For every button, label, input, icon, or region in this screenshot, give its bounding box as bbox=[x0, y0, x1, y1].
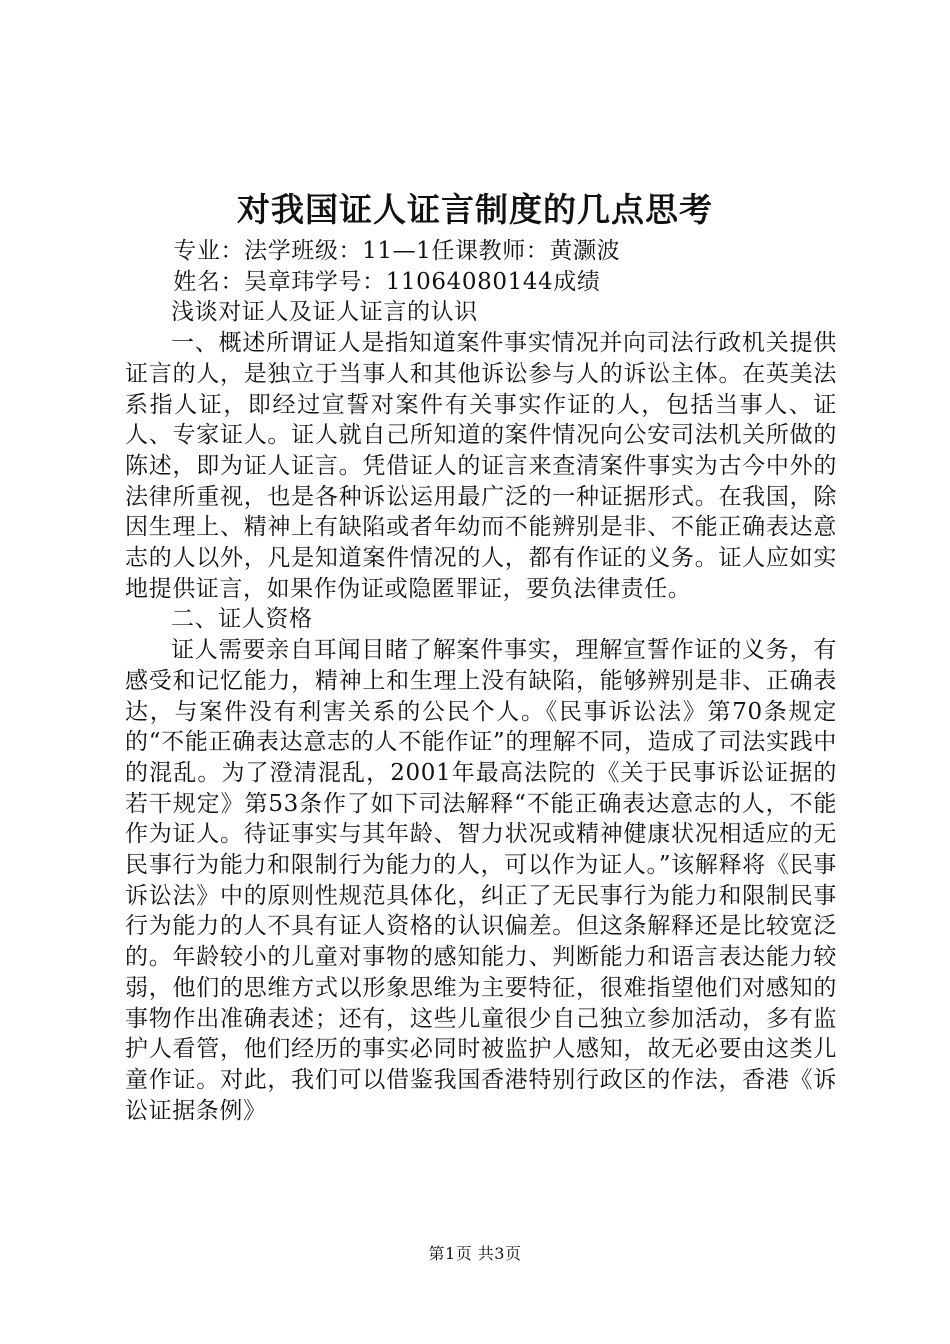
student-info-line: 姓名：吴章玮学号：11064080144成绩 bbox=[173, 268, 601, 295]
paragraph-witness-qualification: 证人需要亲自耳闻目睹了解案件事实，理解宣誓作证的义务，有感受和记忆能力，精神上和生理上没有缺陷，能够辨别是非、正确表达，与案件没有利害关系的公民个人。《民事诉讼法》第70条规定的“不能正确表达意志的人不能作证”的理解不同，造成了司法实践中的混乱。为了澄清混乱，2001年最高法院的《关于民事诉讼证据的若干规定》第53条作了如下司法解释“不能正确表达意志的人，不能作为证人。待证事实与其年龄、智力状况或精神健康状况相适应的无民事行为能力和限制行为能力的人，可以作为证人。”该解释将《民事诉讼法》中的原则性规范具体化，纠正了无民事行为能力和限制民事行为能力的人不具有证人资格的认识偏差。但这条解释还是比较宽泛的。年龄较小的儿童对事物的感知能力、判断能力和语言表达能力较弱，他们的思维方式以形象思维为主要特征，很难指望他们对感知的事物作出准确表述；还有，这些儿童很少自己独立参加活动，多有监护人看管，他们经历的事实必同时被监护人感知，故无必要由这类儿童作证。对此，我们可以借鉴我国香港特别行政区的作法，香港《诉讼证据条例》 bbox=[125, 637, 837, 1124]
paragraph-overview: 一、概述所谓证人是指知道案件事实情况并向司法行政机关提供证言的人，是独立于当事人和其他诉讼参与人的诉讼主体。在英美法系指人证，即经过宣誓对案件有关事实作证的人，包括当事人、证人、专家证人。证人就自己所知道的案件情况向公安司法机关所做的陈述，即为证人证言。凭借证人的证言来查清案件事实为古今中外的法律所重视，也是各种诉讼运用最广泛的一种证据形式。在我国，除因生理上、精神上有缺陷或者年幼而不能辨别是非、不能正确表达意志的人以外，凡是知道案件情况的人，都有作证的义务。证人应如实地提供证言，如果作伪证或隐匿罪证，要负法律责任。 bbox=[125, 330, 837, 602]
document-body bbox=[125, 236, 837, 1126]
document-title: 对我国证人证言制度的几点思考 bbox=[237, 190, 713, 229]
document-subtitle: 浅谈对证人及证人证言的认识 bbox=[171, 299, 478, 326]
course-info-line: 专业：法学班级：11—1任课教师：黄灏波 bbox=[173, 238, 621, 264]
page-number-footer: 第1页 共3页 bbox=[428, 1244, 522, 1263]
section-heading-witness-qualification: 二、证人资格 bbox=[171, 606, 313, 633]
